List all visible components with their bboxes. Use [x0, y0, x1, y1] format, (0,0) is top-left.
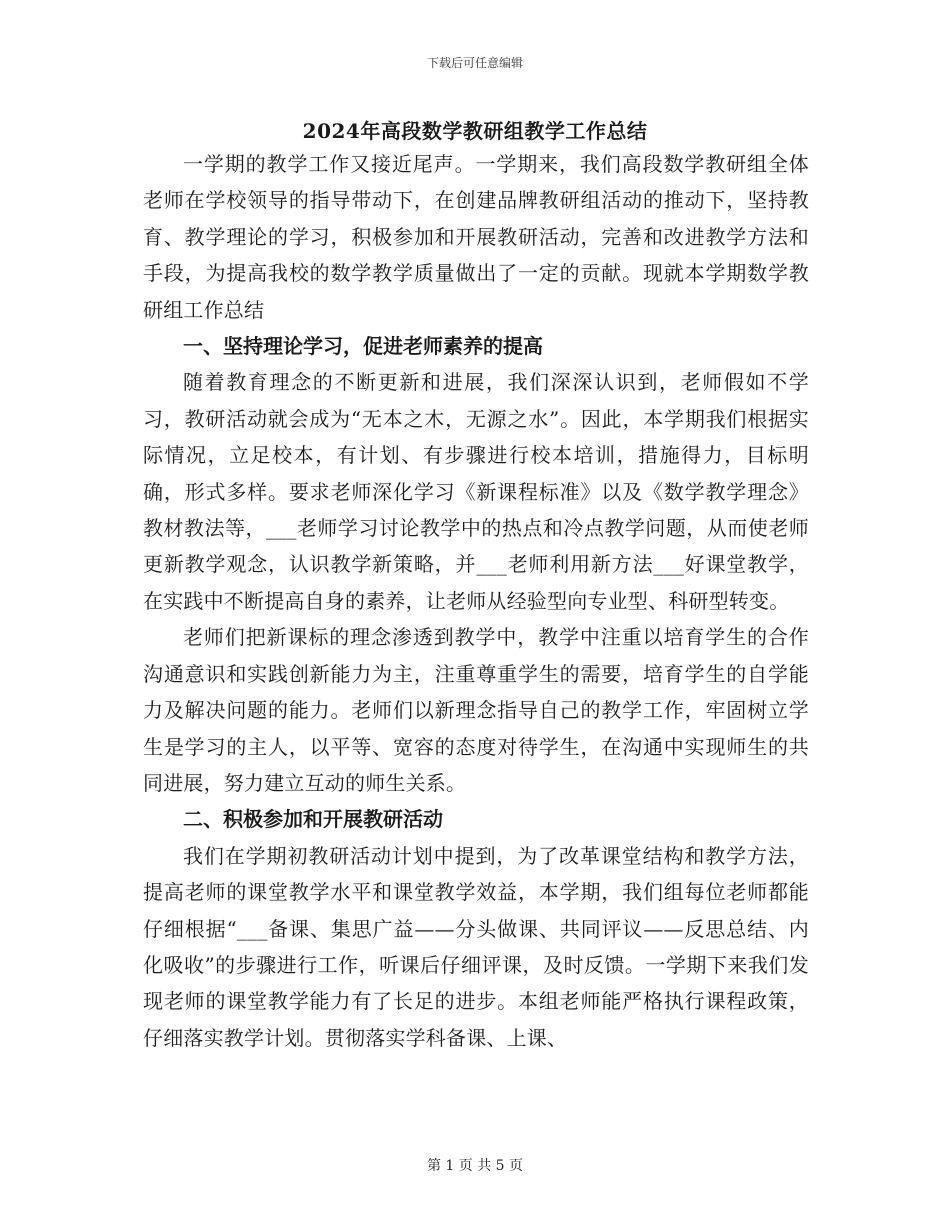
intro-paragraph: 一学期的教学工作又接近尾声。一学期来，我们高段数学教研组全体老师在学校领导的指导带动下，在创建品牌教研组活动的推动下，坚持教育、教学理论的学习，积极参加和开展教研活动，完善和改进教学方法和手段，为提高我校的数学教学质量做出了一定的贡献。现就本学期数学教研组工作总结	[143, 152, 809, 322]
section-1-paragraph-2: 老师们把新课标的理念渗透到教学中，教学中注重以培育学生的合作沟通意识和实践创新能力为主，注重尊重学生的需要，培育学生的自学能力及解决问题的能力。老师们以新理念指导自己的教学工作，牢固树立学生是学习的主人，以平等、宽容的态度对待学生，在沟通中实现师生的共同进展，努力建立互动的师生关系。	[143, 625, 809, 795]
section-1-paragraph-1: 随着教育理念的不断更新和进展，我们深深认识到，老师假如不学习，教研活动就会成为“无本之木，无源之水”。因此，本学期我们根据实际情况，立足校本，有计划、有步骤进行校本培训，措施得力，目标明确，形式多样。要求老师深化学习《新课程标准》以及《数学教学理念》教材教法等，___老师学习讨论教学中的热点和冷点教学问题，从而使老师更新教学观念，认识教学新策略，并___老师利用新方法___好课堂教学，在实践中不断提高自身的素养，让老师从经验型向专业型、科研型转变。	[143, 370, 809, 613]
section-1-heading: 一、坚持理论学习，促进老师素养的提高	[183, 334, 543, 359]
section-2-heading: 二、积极参加和开展教研活动	[183, 807, 443, 832]
section-2-paragraph-1: 我们在学期初教研活动计划中提到，为了改革课堂结构和教学方法，提高老师的课堂教学水平和课堂教学效益，本学期，我们组每位老师都能仔细根据“___备课、集思广益——分头做课、共同评议——反思总结、内化吸收”的步骤进行工作，听课后仔细评课，及时反馈。一学期下来我们发现老师的课堂教学能力有了长足的进步。本组老师能严格执行课程政策，仔细落实教学计划。贯彻落实学科备课、上课、	[143, 843, 809, 1050]
page-number: 第 1 页 共 5 页	[426, 1158, 524, 1174]
document-body	[143, 146, 809, 1056]
page-header-note: 下载后可任意编辑	[426, 56, 523, 70]
document-title: 2024年高段数学教研组教学工作总结	[302, 119, 648, 143]
